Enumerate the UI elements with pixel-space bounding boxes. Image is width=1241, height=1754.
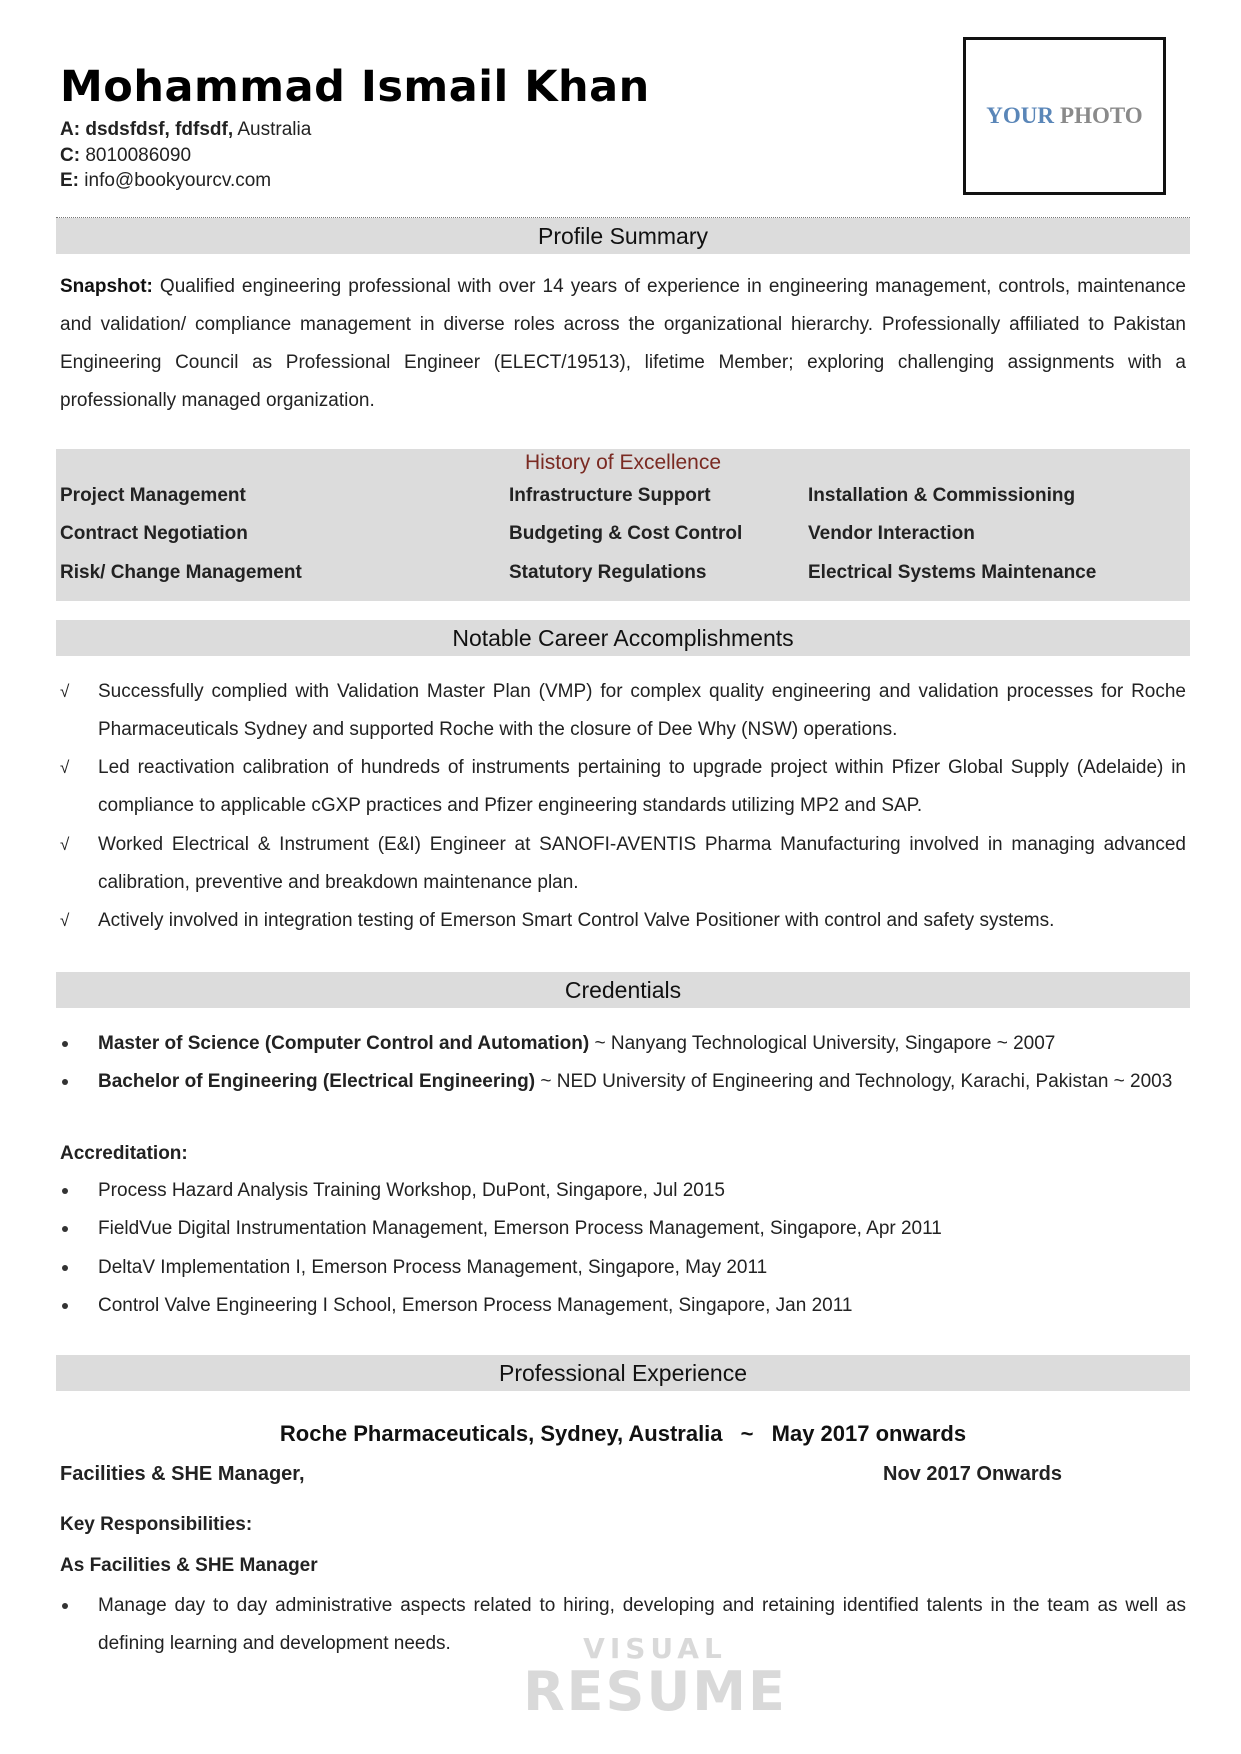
credentials-heading: Credentials bbox=[56, 972, 1190, 1008]
accreditation-text: FieldVue Digital Instrumentation Management, Emerson Process Management, Singapore, Apr 2011 bbox=[98, 1218, 942, 1239]
role-title: Facilities & SHE Manager, bbox=[60, 1463, 305, 1485]
key-responsibilities-label: Key Responsibilities: bbox=[60, 1514, 253, 1535]
snapshot-paragraph bbox=[60, 268, 1186, 420]
skill-item: Project Management bbox=[60, 485, 246, 506]
skill-item: Risk/ Change Management bbox=[60, 562, 302, 583]
bullet-icon bbox=[62, 1188, 68, 1194]
profile-summary-heading: Profile Summary bbox=[56, 218, 1190, 254]
skill-item: Statutory Regulations bbox=[509, 562, 707, 583]
accomplishment-item bbox=[60, 902, 1186, 940]
role-sublabel: As Facilities & SHE Manager bbox=[60, 1555, 318, 1576]
bullet-icon bbox=[62, 1265, 68, 1271]
bullet-icon bbox=[62, 1226, 68, 1232]
skill-item: Installation & Commissioning bbox=[808, 485, 1076, 506]
photo-placeholder bbox=[963, 37, 1166, 195]
check-icon: √ bbox=[60, 758, 70, 777]
accreditation-text: Process Hazard Analysis Training Workshop, DuPont, Singapore, Jul 2015 bbox=[98, 1180, 725, 1201]
phone-line bbox=[60, 145, 191, 167]
accomplishment-text: Worked Electrical & Instrument (E&I) Engineer at SANOFI-AVENTIS Pharma Manufacturing involved in managing advanced calibration, preventive and breakdown maintenance plan. bbox=[98, 834, 1186, 893]
accreditation-text: Control Valve Engineering I School, Emerson Process Management, Singapore, Jan 2011 bbox=[98, 1295, 853, 1316]
phone-number: 8010086090 bbox=[85, 145, 192, 166]
phone-label: C: bbox=[60, 145, 81, 166]
degree-detail: ~ Nanyang Technological University, Singapore ~ 2007 bbox=[589, 1033, 1056, 1054]
accreditation-item bbox=[60, 1287, 1186, 1325]
degree-item bbox=[60, 1025, 1186, 1063]
accreditation-item bbox=[60, 1249, 1186, 1287]
watermark-line1: VISUAL bbox=[583, 1632, 727, 1665]
accomplishment-item bbox=[60, 673, 1186, 749]
accomplishment-item bbox=[60, 749, 1186, 825]
company-line bbox=[56, 1421, 1190, 1447]
history-of-excellence-box bbox=[56, 449, 1190, 601]
photo-word-photo: PHOTO bbox=[1060, 103, 1143, 128]
skill-item: Infrastructure Support bbox=[509, 485, 711, 506]
email-line bbox=[60, 170, 271, 192]
email-address: info@bookyourcv.com bbox=[84, 170, 272, 191]
bullet-icon bbox=[62, 1603, 68, 1609]
degree-detail: ~ NED University of Engineering and Technology, Karachi, Pakistan ~ 2003 bbox=[535, 1071, 1173, 1092]
bullet-icon bbox=[62, 1303, 68, 1309]
skill-item: Electrical Systems Maintenance bbox=[808, 562, 1097, 583]
accreditation-text: DeltaV Implementation I, Emerson Process Management, Singapore, May 2011 bbox=[98, 1257, 768, 1278]
check-icon: √ bbox=[60, 911, 70, 930]
snapshot-label: Snapshot: bbox=[60, 276, 153, 297]
accomplishment-text: Successfully complied with Validation Master Plan (VMP) for complex quality engineering and validation processes for Roche Pharmaceuticals Sydney and supported Roche with the closure of Dee Why (NSW) operations. bbox=[98, 681, 1186, 740]
responsibility-text: Manage day to day administrative aspects related to hiring, developing and retaining identified talents in the team as well as defining learning and development needs. bbox=[98, 1595, 1186, 1654]
address-country: Australia bbox=[237, 119, 312, 140]
experience-heading: Professional Experience bbox=[56, 1355, 1190, 1391]
degree-title: Master of Science (Computer Control and Automation) bbox=[98, 1033, 590, 1054]
candidate-name: Mohammad Ismail Khan bbox=[60, 62, 650, 112]
company-name: Roche Pharmaceuticals, Sydney, Australia bbox=[279, 1421, 723, 1446]
company-date: May 2017 onwards bbox=[771, 1421, 967, 1446]
degree-item bbox=[60, 1063, 1186, 1101]
history-of-excellence-heading: History of Excellence bbox=[524, 451, 722, 474]
check-icon: √ bbox=[60, 835, 70, 854]
accreditation-item bbox=[60, 1210, 1186, 1248]
accreditation-item bbox=[60, 1172, 1186, 1210]
accomplishment-item bbox=[60, 826, 1186, 902]
accomplishments-heading: Notable Career Accomplishments bbox=[56, 620, 1190, 656]
role-date: Nov 2017 Onwards bbox=[883, 1463, 1062, 1485]
photo-word-your: YOUR bbox=[986, 103, 1055, 128]
address-bold: dsdsfdsf, fdfsdf, bbox=[85, 119, 234, 140]
watermark-line2: RESUME bbox=[523, 1660, 787, 1723]
accreditation-label: Accreditation: bbox=[60, 1143, 188, 1164]
skill-item: Budgeting & Cost Control bbox=[509, 523, 743, 544]
address-line bbox=[60, 119, 311, 141]
accomplishment-text: Actively involved in integration testing of Emerson Smart Control Valve Positioner with control and safety systems. bbox=[98, 910, 1055, 931]
snapshot-text: Qualified engineering professional with over 14 years of experience in engineering management, controls, maintenance and validation/ compliance management in diverse roles across the organizational hierarchy. Professionally affiliated to Pakistan Engineering Council as Professional Engineer (ELECT/19513), lifetime Member; exploring challenging assignments with a professionally managed organization. bbox=[60, 276, 1186, 411]
company-separator: ~ bbox=[740, 1421, 754, 1446]
bullet-icon bbox=[62, 1041, 68, 1047]
degree-title: Bachelor of Engineering (Electrical Engineering) bbox=[98, 1071, 536, 1092]
accomplishment-text: Led reactivation calibration of hundreds of instruments pertaining to upgrade project within Pfizer Global Supply (Adelaide) in compliance to applicable cGXP practices and Pfizer engineering standards utilizing MP2 and SAP. bbox=[98, 757, 1186, 816]
email-label: E: bbox=[60, 170, 79, 191]
bullet-icon bbox=[62, 1079, 68, 1085]
skill-item: Contract Negotiation bbox=[60, 523, 248, 544]
address-label: A: bbox=[60, 119, 81, 140]
visual-resume-watermark bbox=[520, 1632, 790, 1723]
skill-item: Vendor Interaction bbox=[808, 523, 975, 544]
check-icon: √ bbox=[60, 682, 70, 701]
